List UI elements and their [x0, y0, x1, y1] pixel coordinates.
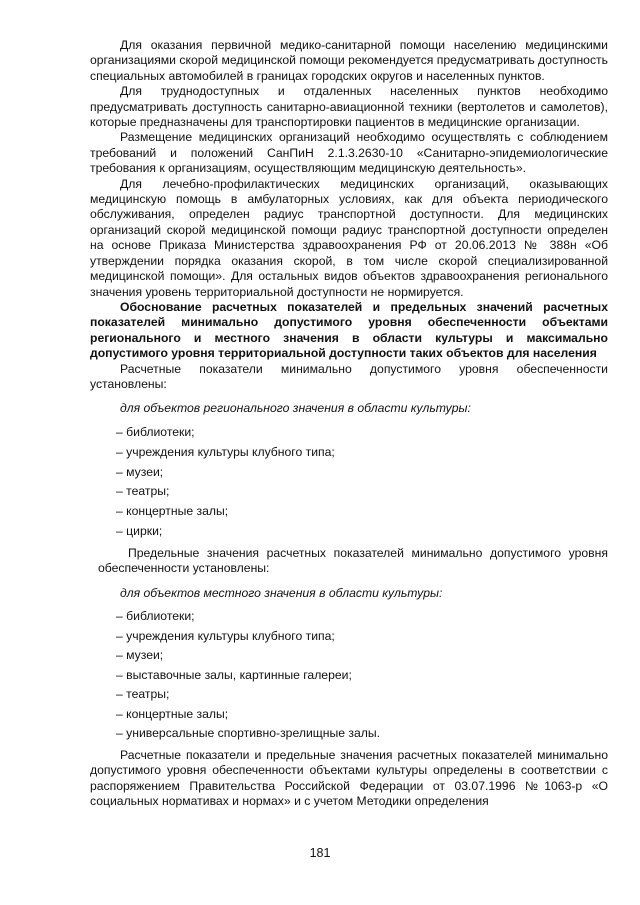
- paragraph-transport-radius: Для лечебно-профилактических медицинских организаций, оказывающих медицинскую помощь в амбулаторных условиях, как для объекта периодического обслуживания, определен радиус транспортной доступности. Для медицинских организаций скорой медицинской помощи радиус транспортной доступности определен на основе Приказа Министерства здравоохранения РФ от 20.06.2013 № 388н «Об утверждении порядка оказания скорой, в том числе скорой специализированной медицинской помощи». Для остальных видов объектов здравоохранения регионального значения уровень территориальной доступности не нормируется.: [90, 176, 608, 299]
- local-list: [90, 609, 608, 742]
- list-item: – учреждения культуры клубного типа;: [116, 628, 335, 643]
- list-item: – библиотеки;: [116, 608, 195, 623]
- list-item: – музеи;: [116, 464, 164, 479]
- list-item: – учреждения культуры клубного типа;: [116, 444, 335, 459]
- regional-caption: для объектов регионального значения в области культуры:: [120, 401, 471, 416]
- list-item: – библиотеки;: [116, 424, 195, 439]
- paragraph-sanpin: Размещение медицинских организаций необходимо осуществлять с соблюдением требований и положений СанПиН 2.1.3.2630-10 «Санитарно-эпидемиологические требования к организациям, осуществляющим медицинскую деятельность».: [90, 130, 608, 176]
- document-body: [90, 38, 608, 810]
- page-number: 181: [309, 846, 331, 860]
- section-heading: Обоснование расчетных показателей и предельных значений расчетных показателей минимально допустимого уровня обеспеченности объектами регионального и местного значения в области культуры и максимально допустимого уровня территориальной доступности таких объектов для населения: [90, 299, 608, 361]
- local-caption: для объектов местного значения в области культуры:: [120, 585, 443, 600]
- intro-regional: Расчетные показатели минимально допустимого уровня обеспеченности установлены:: [90, 361, 608, 391]
- paragraph-ambulance-vehicles: Для оказания первичной медико-санитарной помощи населению медицинскими организациями скорой медицинской помощи рекомендуется предусматривать доступность специальных автомобилей в границах городских округов и населенных пунктов.: [90, 38, 608, 83]
- list-item: – выставочные залы, картинные галереи;: [116, 667, 352, 682]
- list-item: – универсальные спортивно-зрелищные залы.: [116, 726, 381, 741]
- list-item: – концертные залы;: [116, 504, 229, 519]
- intro-local: Предельные значения расчетных показателей минимально допустимого уровня обеспеченности установлены:: [98, 545, 608, 576]
- list-item: – театры;: [116, 687, 170, 702]
- list-item: – цирки;: [116, 524, 163, 539]
- paragraph-air-ambulance: Для труднодоступных и отдаленных населенных пунктов необходимо предусматривать доступность санитарно-авиационной техники (вертолетов и самолетов), которые предназначены для транспортировки пациентов в медицинские организации.: [90, 84, 608, 130]
- list-item: – театры;: [116, 484, 170, 499]
- regional-list: [90, 425, 608, 540]
- closing-paragraph: Расчетные показатели и предельные значения расчетных показателей минимально допустимого уровня обеспеченности объектами культуры определены в соответствии с распоряжением Правительства Российской Федерации от 03.07.1996 №1063-р «О социальных нормативах и нормах» и с учетом Методики определения: [90, 747, 608, 809]
- list-item: – концертные залы;: [116, 706, 229, 721]
- list-item: – музеи;: [116, 648, 164, 663]
